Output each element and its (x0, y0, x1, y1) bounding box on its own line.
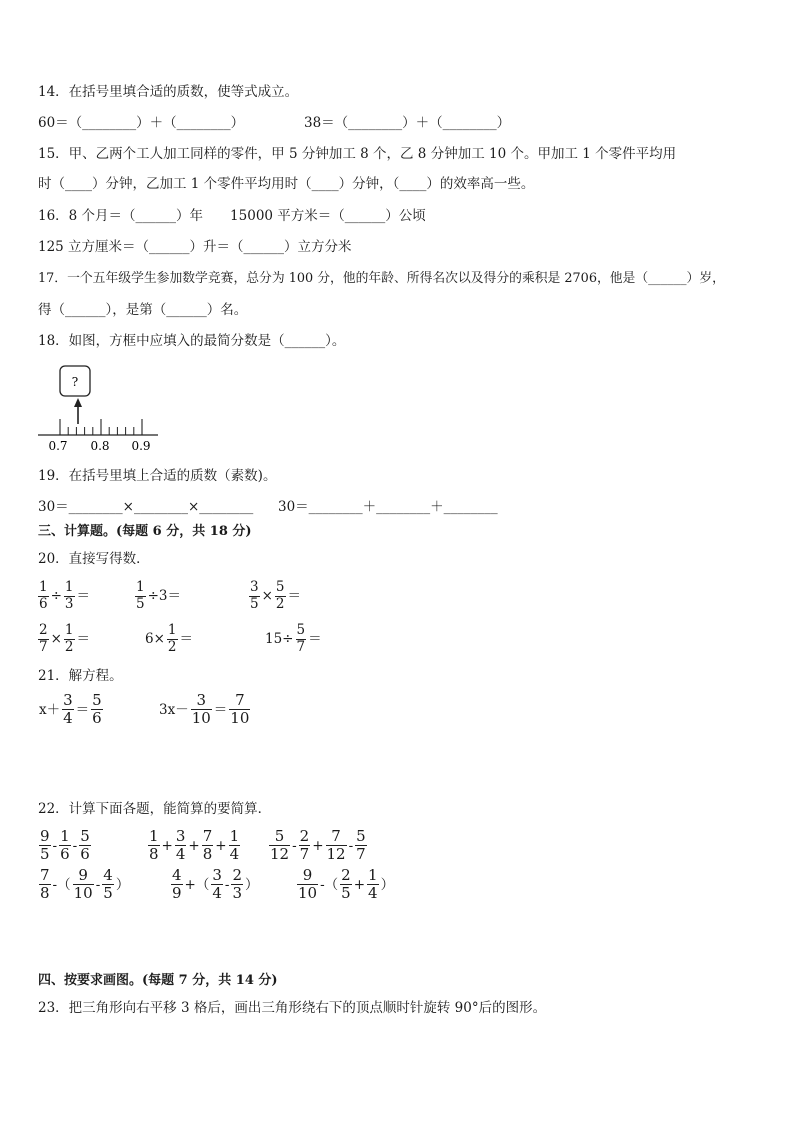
q17-line-2[interactable]: 得（______），是第（______）名。 (38, 302, 248, 318)
section-4-title: 四、按要求画图。(每题 7 分，共 14 分) (38, 973, 278, 988)
q14-equation-1[interactable]: 60＝（________）＋（________） (38, 115, 245, 131)
q14-equation-2[interactable]: 38＝（________）＋（________） (304, 115, 511, 131)
q14-text: 14．在括号里填合适的质数，使等式成立。 (38, 84, 299, 100)
q15-line-2[interactable]: 时（____）分钟，乙加工 1 个零件平均用时（____）分钟，（____）的效率高一些。 (38, 176, 535, 192)
q18-tick-label-0.9: 0.9 (131, 439, 151, 453)
q20-row1-expr-c[interactable]: $\frac{3}{5}$ × $\frac{5}{2}$ ＝ (250, 579, 301, 612)
section-3-title: 三、计算题。(每题 6 分，共 18 分) (38, 524, 252, 539)
q20-row1-expr-a[interactable]: $\frac{1}{6}$ ÷ $\frac{1}{3}$ ＝ (39, 579, 90, 612)
q20-row2-expr-b[interactable]: 6× $\frac{1}{2}$ ＝ (145, 622, 193, 655)
q21-text: 21．解方程。 (38, 668, 123, 684)
q18-box-label: ? (71, 375, 79, 389)
q22-row1-expr-c[interactable]: 5 12 - 2 7 + $\frac{7}{12}$ - 5 7 (270, 827, 366, 864)
q20-row2-expr-c[interactable]: 15÷ $\frac{5}{7}$ ＝ (265, 622, 322, 655)
q18-number-line-figure (36, 362, 166, 456)
q22-row1-expr-a[interactable]: 9 5 - 1 6 - 5 6 (40, 827, 90, 864)
q18-arrow-head (74, 398, 82, 407)
q18-tick-label-0.8: 0.8 (90, 439, 110, 453)
q23-text: 23．把三角形向右平移 3 格后，画出三角形绕右下的顶点顺时针旋转 90°后的图形。 (38, 1000, 547, 1016)
q20-text: 20．直接写得数． (38, 551, 150, 567)
q22-row2-expr-c[interactable]: 9 10 -（ 2 5 + $\frac{1}{4}$ ） (298, 866, 395, 903)
q19-equation-2[interactable]: 30＝________＋________＋________ (278, 499, 498, 515)
q18-tick-label-0.7: 0.7 (48, 439, 68, 453)
q21-equation-2[interactable]: 3x－ 3 10 ＝ 7 10 (159, 691, 250, 728)
q22-text: 22．计算下面各题，能简算的要简算． (38, 801, 272, 817)
q22-row1-expr-b[interactable]: 1 8 + $\frac{3}{4}$ + $\frac{7}{8}$ + $\frac{1}{4}$ (149, 827, 240, 864)
q19-text: 19．在括号里填上合适的质数（素数)。 (38, 468, 277, 484)
q16-line-2[interactable]: 125 立方厘米＝（______）升＝（______）立方分米 (38, 239, 352, 255)
q20-row2-expr-a[interactable]: $\frac{2}{7}$ × $\frac{1}{2}$ ＝ (39, 622, 90, 655)
q22-row2-expr-b[interactable]: 4 9 +（ 3 4 - 2 3 ） (172, 866, 259, 903)
q15-line-1: 15．甲、乙两个工人加工同样的零件，甲 5 分钟加工 8 个，乙 8 分钟加工 10 个。甲加工 1 个零件平均用 (38, 146, 677, 162)
q22-row2-expr-a[interactable]: 7 8 -（ 9 10 - 4 5 ） (40, 866, 130, 903)
q16-line-1[interactable]: 16．8 个月＝（______）年 15000 平方米＝（______）公顷 (38, 208, 426, 224)
q17-line-1[interactable]: 17．一个五年级学生参加数学竞赛，总分为 100 分，他的年龄、所得名次以及得分的乘积是 2706，他是（______）岁， (38, 271, 725, 286)
q20-row1-expr-b[interactable]: $\frac{1}{5}$ ÷3＝ (136, 579, 181, 612)
q19-equation-1[interactable]: 30＝________×________×________ (38, 499, 254, 515)
q18-text[interactable]: 18．如图，方框中应填入的最简分数是（______）。 (38, 333, 346, 349)
q21-equation-1[interactable]: x＋ 3 4 ＝ 5 6 (39, 691, 102, 728)
